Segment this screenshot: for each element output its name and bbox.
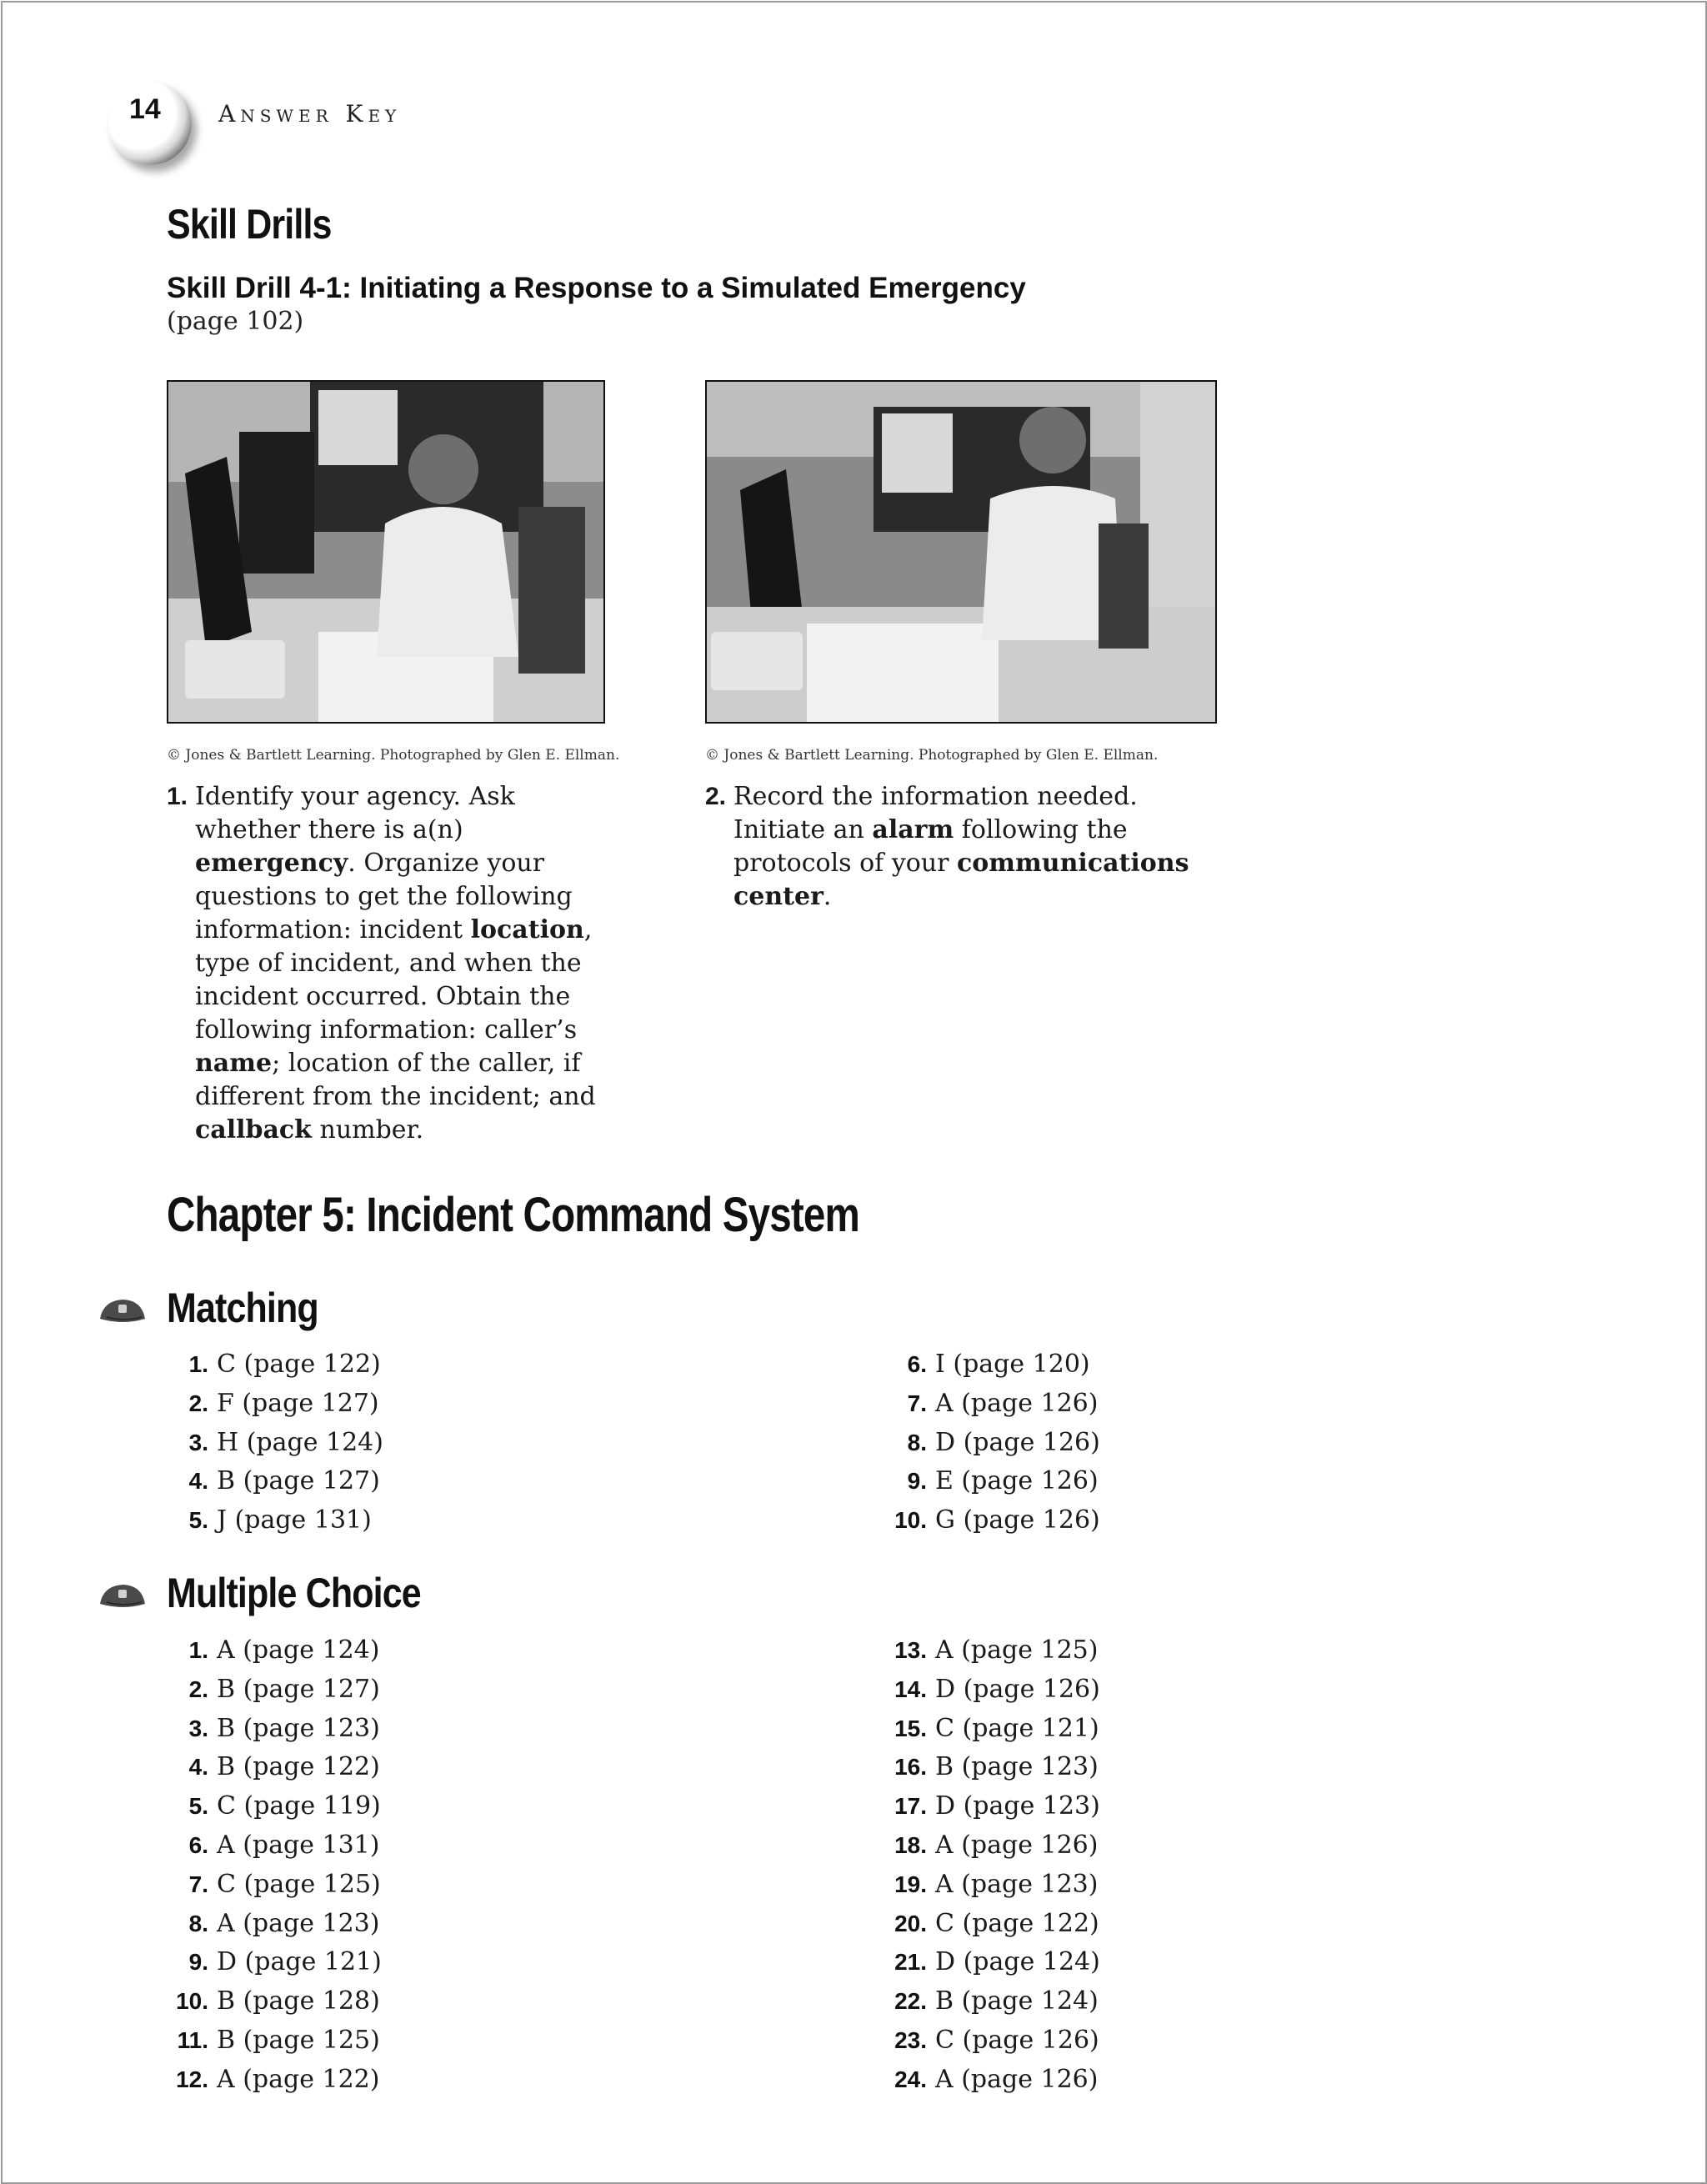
step-text-segment: Record the information needed. Initiate an — [733, 782, 1138, 844]
answer-item — [885, 2061, 1100, 2100]
answer-value: C (page 126) — [935, 2025, 1099, 2055]
answer-value: B (page 123) — [935, 1752, 1099, 1782]
answer-value: A (page 126) — [935, 1388, 1099, 1418]
answer-item — [167, 1501, 383, 1540]
answer-value: E (page 126) — [935, 1466, 1099, 1496]
step-key-term: alarm — [872, 815, 954, 844]
answer-number: 7. — [188, 1871, 208, 1897]
answer-item — [167, 1905, 382, 1944]
answer-item — [885, 1424, 1100, 1463]
answer-number: 16. — [894, 1754, 927, 1781]
answer-value: A (page 123) — [217, 1908, 380, 1938]
answer-value: B (page 122) — [217, 1752, 380, 1782]
answer-value: B (page 127) — [217, 1674, 380, 1704]
answer-number: 13. — [894, 1637, 927, 1663]
answer-number: 2. — [188, 1676, 208, 1702]
answer-number: 6. — [907, 1351, 927, 1377]
step-text-segment: . — [823, 882, 832, 911]
photo-credit-2: © Jones & Bartlett Learning. Photographed by Glen E. Ellman. — [705, 747, 1159, 764]
answer-number: 15. — [894, 1715, 927, 1741]
answer-item — [885, 2021, 1100, 2061]
step-text — [733, 780, 1222, 914]
answer-item — [885, 1866, 1100, 1905]
answer-number: 5. — [188, 1507, 208, 1534]
answer-value: D (page 126) — [935, 1674, 1100, 1704]
answer-value: A (page 125) — [935, 1635, 1099, 1665]
dispatcher-photo-keyboard — [705, 380, 1217, 724]
answer-value: C (page 125) — [217, 1869, 381, 1899]
step-text-segment: following the protocols of your — [733, 815, 1128, 878]
step-number: 2. — [705, 783, 727, 810]
step-key-term: callback — [195, 1115, 312, 1145]
answer-item — [885, 1943, 1100, 1982]
dispatcher-photo-icon — [168, 382, 603, 722]
answer-item — [167, 2021, 382, 2061]
answer-value: A (page 126) — [935, 1830, 1099, 1860]
answer-item — [167, 1671, 382, 1710]
step-text-segment: number. — [311, 1115, 424, 1145]
answer-item — [885, 1345, 1100, 1385]
step-text-segment: Identify your agency. Ask whether there is a(n) — [195, 782, 515, 844]
answer-number: 18. — [894, 1831, 927, 1858]
answer-number: 17. — [894, 1793, 927, 1820]
answer-number: 1. — [188, 1351, 208, 1377]
skill-drills-heading: Skill Drills — [167, 201, 332, 248]
step-text-segment: ; location of the caller, if different from the incident; and — [195, 1049, 596, 1111]
matching-answers-right — [885, 1345, 1100, 1540]
answer-number: 7. — [907, 1390, 927, 1416]
answer-value: F (page 127) — [217, 1388, 379, 1418]
page-number: 14 — [129, 93, 161, 125]
answer-value: D (page 126) — [935, 1427, 1100, 1457]
answer-number: 8. — [907, 1429, 927, 1455]
answer-value: A (page 126) — [935, 2064, 1099, 2094]
answer-number: 5. — [188, 1793, 208, 1820]
multiple-choice-answers-left — [167, 1631, 382, 2100]
answer-number: 4. — [188, 1468, 208, 1495]
photo-credit-1: © Jones & Bartlett Learning. Photographed by Glen E. Ellman. — [167, 747, 620, 764]
answer-value: H (page 124) — [217, 1427, 383, 1457]
answer-number: 21. — [894, 1949, 927, 1976]
answer-item — [167, 1866, 382, 1905]
step-key-term: name — [195, 1049, 273, 1078]
answer-item — [885, 1710, 1100, 1749]
answer-item — [885, 1671, 1100, 1710]
answer-value: A (page 123) — [935, 1869, 1099, 1899]
answer-item — [885, 1501, 1100, 1540]
matching-heading: Matching — [167, 1285, 318, 1331]
answer-item — [167, 1748, 382, 1787]
answer-number: 20. — [894, 1910, 927, 1936]
answer-value: B (page 124) — [935, 1986, 1099, 2016]
helmet-icon — [98, 1582, 147, 1609]
answer-number: 10. — [176, 1988, 208, 2015]
answer-item — [167, 1424, 383, 1463]
answer-item — [167, 1787, 382, 1826]
answer-number: 1. — [188, 1637, 208, 1663]
answer-value: D (page 121) — [217, 1947, 382, 1977]
dispatcher-photo-icon — [707, 382, 1215, 722]
answer-value: G (page 126) — [935, 1505, 1100, 1535]
answer-item — [167, 1385, 383, 1424]
answer-value: C (page 119) — [217, 1791, 381, 1821]
answer-number: 4. — [188, 1754, 208, 1781]
step-text-segment: . Organize your questions to get the following information: incident — [195, 849, 573, 944]
answer-number: 19. — [894, 1871, 927, 1897]
answer-number: 14. — [894, 1676, 927, 1702]
answer-value: C (page 122) — [935, 1908, 1099, 1938]
answer-item — [885, 1826, 1100, 1866]
skill-step-2 — [705, 780, 1222, 914]
answer-value: D (page 123) — [935, 1791, 1100, 1821]
answer-value: C (page 121) — [935, 1713, 1099, 1743]
answer-value: C (page 122) — [217, 1350, 381, 1379]
answer-item — [167, 1345, 383, 1385]
running-head: Answer Key — [218, 100, 402, 128]
answer-item — [167, 2061, 382, 2100]
answer-number: 12. — [176, 2066, 208, 2092]
answer-value: I (page 120) — [935, 1350, 1090, 1379]
answer-item — [167, 1826, 382, 1866]
step-key-term: location — [470, 915, 584, 944]
answer-value: B (page 123) — [217, 1713, 380, 1743]
answer-item — [885, 1748, 1100, 1787]
answer-value: B (page 127) — [217, 1466, 380, 1496]
answer-number: 2. — [188, 1390, 208, 1416]
answer-item — [167, 1943, 382, 1982]
dispatcher-photo-phone — [167, 380, 605, 724]
skill-drill-title: Skill Drill 4-1: Initiating a Response to a Simulated Emergency — [167, 272, 1026, 304]
answer-number: 24. — [894, 2066, 927, 2092]
answer-value: A (page 124) — [217, 1635, 380, 1665]
step-key-term: emergency — [195, 849, 348, 878]
answer-item — [885, 1385, 1100, 1424]
answer-number: 11. — [177, 2026, 208, 2053]
answer-number: 22. — [894, 1988, 927, 2015]
answer-value: B (page 125) — [217, 2025, 380, 2055]
answer-value: A (page 122) — [217, 2064, 380, 2094]
answer-number: 6. — [188, 1831, 208, 1858]
answer-item — [885, 1631, 1100, 1671]
helmet-icon — [98, 1297, 147, 1324]
answer-item — [885, 1982, 1100, 2021]
answer-number: 23. — [894, 2026, 927, 2053]
step-key-term: communications center — [733, 849, 1189, 911]
answer-item — [167, 1982, 382, 2021]
answer-number: 9. — [907, 1468, 927, 1495]
answer-number: 3. — [188, 1715, 208, 1741]
answer-item — [167, 1710, 382, 1749]
answer-item — [885, 1905, 1100, 1944]
answer-number: 3. — [188, 1429, 208, 1455]
multiple-choice-heading: Multiple Choice — [167, 1570, 421, 1616]
answer-item — [167, 1462, 383, 1501]
answer-item — [885, 1462, 1100, 1501]
answer-number: 10. — [894, 1507, 927, 1534]
answer-item — [167, 1631, 382, 1671]
matching-answers-left — [167, 1345, 383, 1540]
step-text — [195, 780, 617, 1147]
answer-number: 9. — [188, 1949, 208, 1976]
answer-item — [885, 1787, 1100, 1826]
skill-drill-page-ref: (page 102) — [167, 307, 304, 336]
step-text-segment: , type of incident, and when the incident occurred. Obtain the following information: caller’s — [195, 915, 593, 1044]
answer-value: J (page 131) — [217, 1505, 372, 1535]
answer-number: 8. — [188, 1910, 208, 1936]
skill-step-1 — [167, 780, 617, 1147]
answer-value: B (page 128) — [217, 1986, 380, 2016]
chapter-title: Chapter 5: Incident Command System — [167, 1188, 860, 1242]
step-number: 1. — [167, 783, 188, 810]
answer-value: A (page 131) — [217, 1830, 380, 1860]
answer-value: D (page 124) — [935, 1947, 1100, 1977]
multiple-choice-answers-right — [885, 1631, 1100, 2100]
